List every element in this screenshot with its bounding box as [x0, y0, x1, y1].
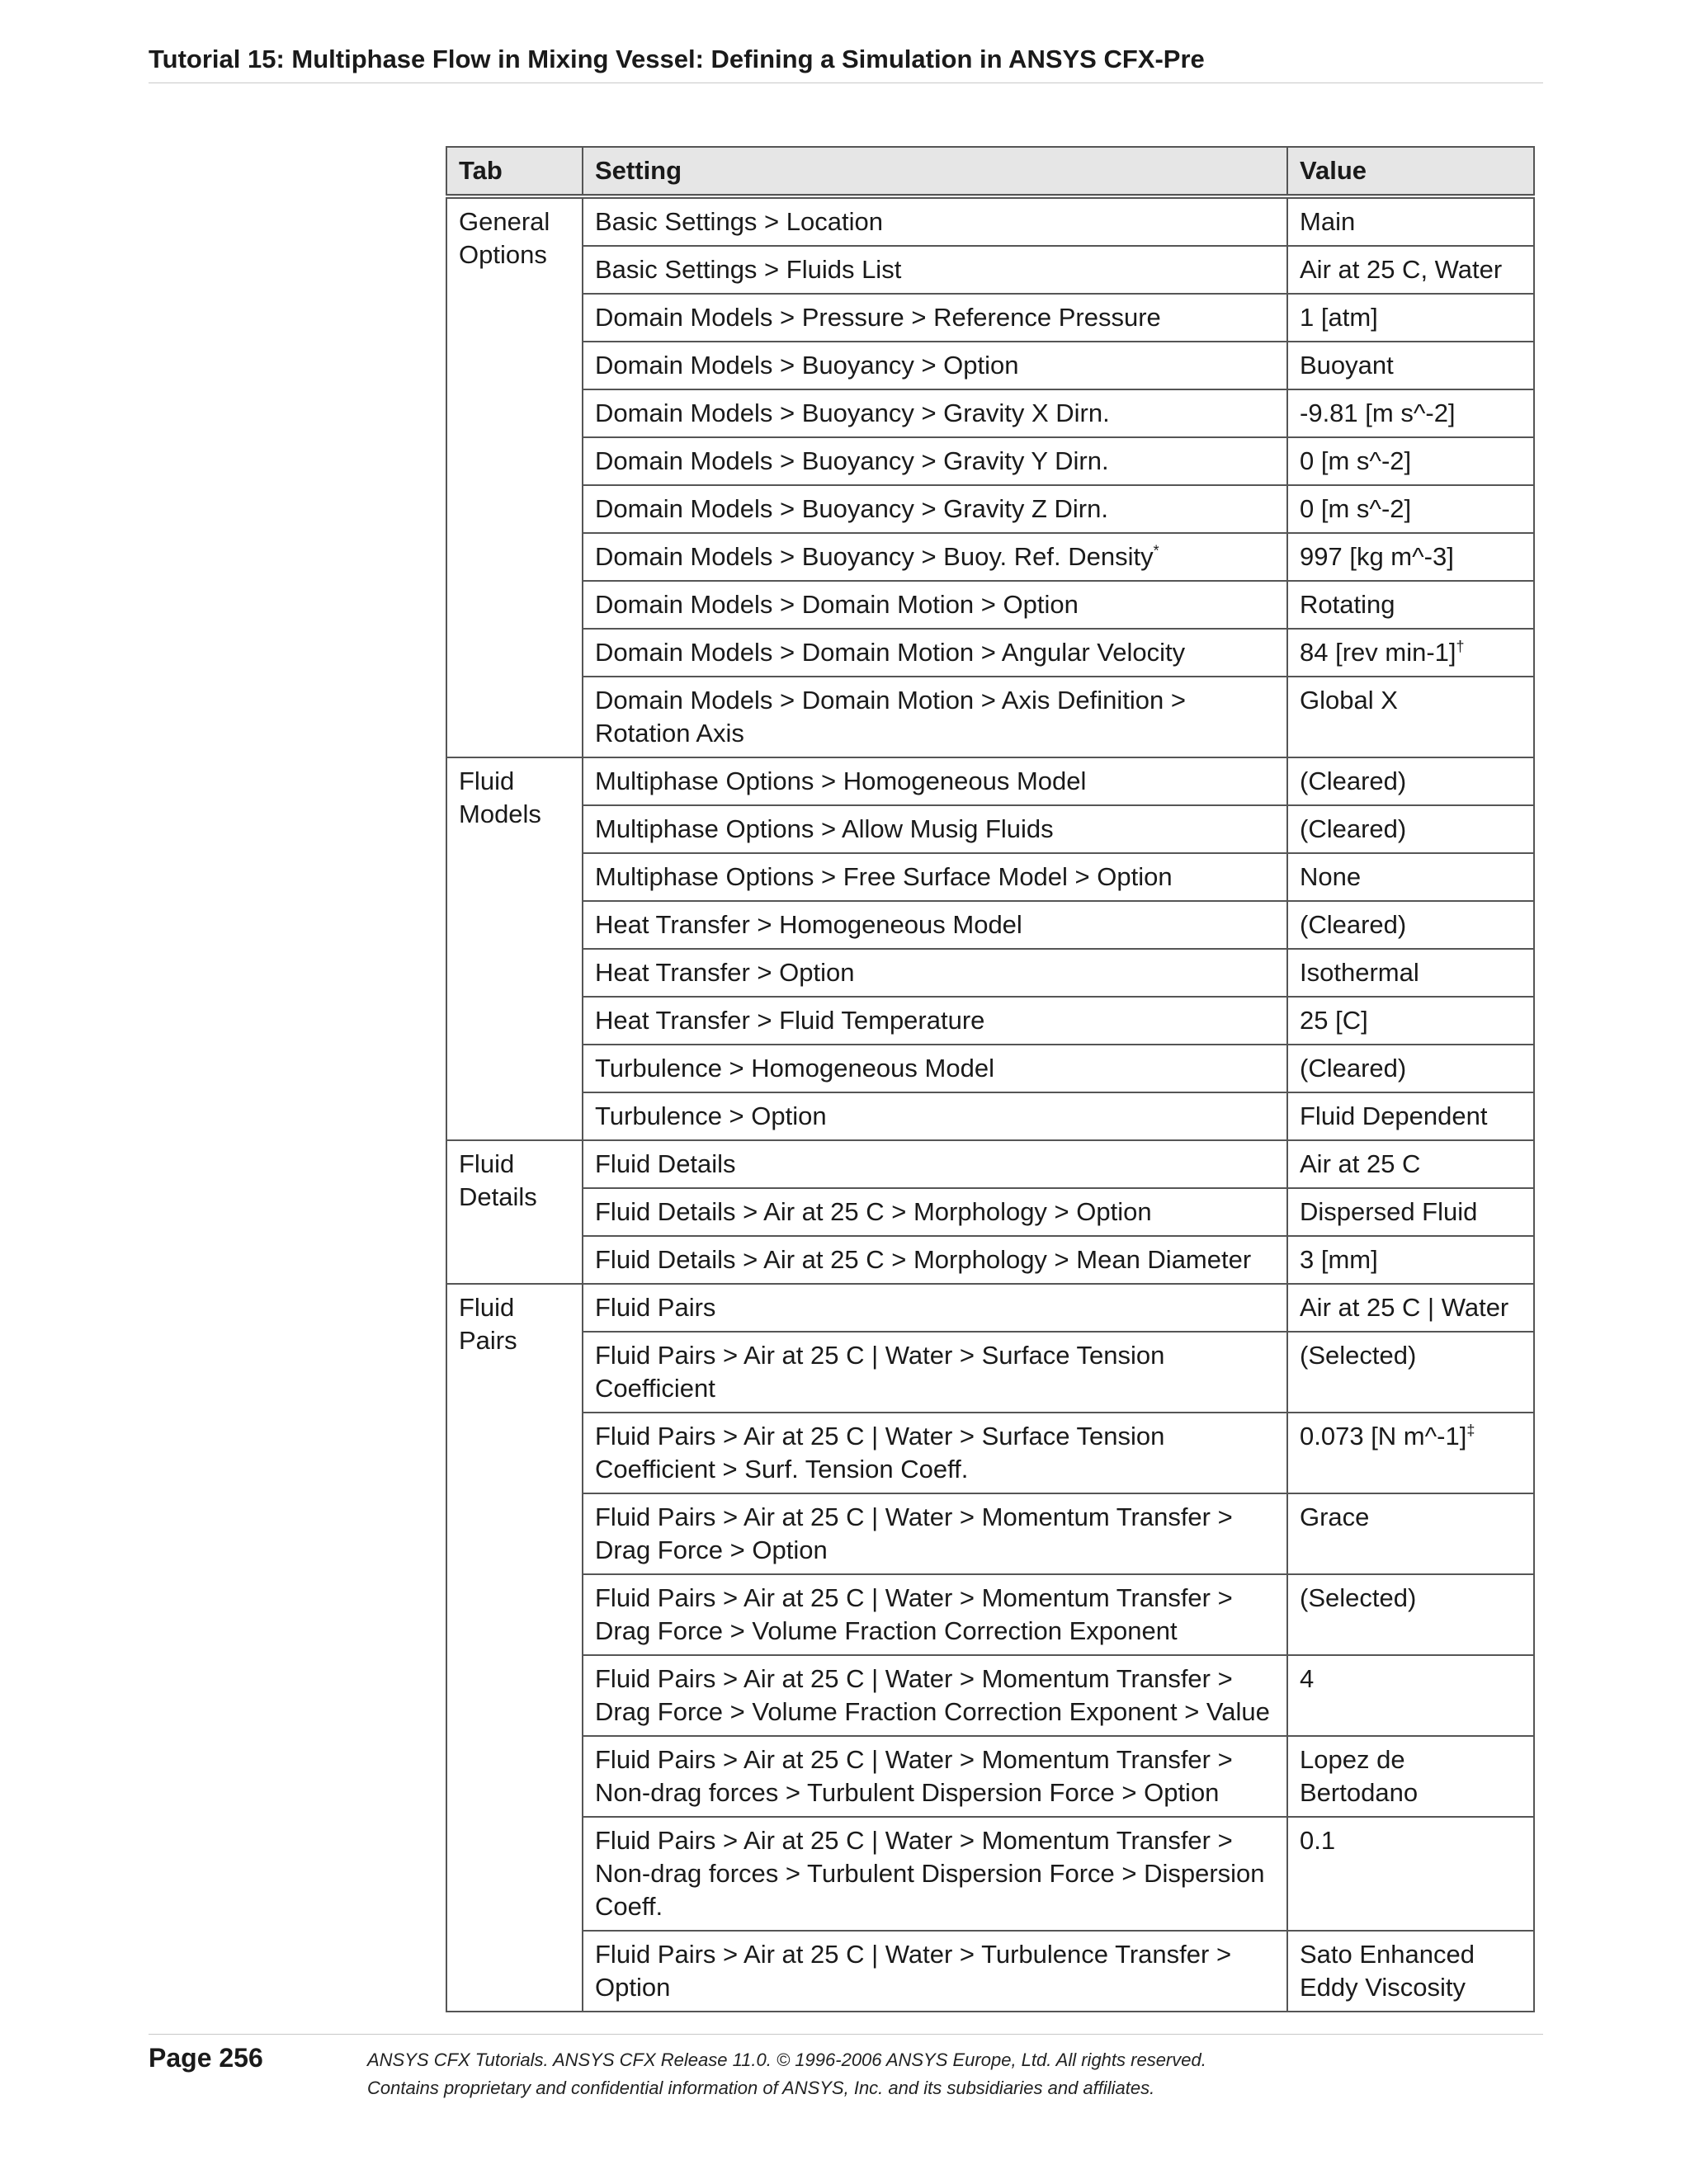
value-text: (Cleared) [1300, 814, 1407, 843]
setting-cell [583, 677, 1287, 757]
value-cell [1287, 246, 1534, 294]
setting-text: Multiphase Options > Homogeneous Model [595, 767, 1087, 795]
column-header-value: Value [1287, 147, 1534, 196]
value-text: Buoyant [1300, 351, 1394, 380]
value-text: 0 [m s^-2] [1300, 446, 1412, 475]
value-cell [1287, 997, 1534, 1045]
table-row [446, 757, 1534, 805]
value-text: (Cleared) [1300, 767, 1407, 795]
value-text: Air at 25 C, Water [1300, 255, 1503, 284]
setting-text: Fluid Pairs > Air at 25 C | Water > Momentum Transfer > Non-drag forces > Turbulent Dispersion Force > Dispersion Coeff. [595, 1826, 1265, 1921]
setting-text: Domain Models > Buoyancy > Buoy. Ref. Density [595, 542, 1154, 571]
setting-text: Fluid Details > Air at 25 C > Morphology > Option [595, 1197, 1152, 1226]
value-text: (Cleared) [1300, 1054, 1407, 1083]
value-text: 84 [rev min-1] [1300, 638, 1456, 667]
value-cell [1287, 901, 1534, 949]
table-header-row [446, 147, 1534, 196]
setting-cell [583, 1574, 1287, 1655]
setting-text: Domain Models > Domain Motion > Axis Definition > Rotation Axis [595, 686, 1186, 748]
value-cell [1287, 1413, 1534, 1493]
setting-cell [583, 1140, 1287, 1188]
value-cell [1287, 1493, 1534, 1574]
table-row [446, 1736, 1534, 1817]
table-row [446, 1655, 1534, 1736]
setting-cell [583, 757, 1287, 805]
value-text: Grace [1300, 1502, 1370, 1531]
table-row [446, 246, 1534, 294]
setting-text: Heat Transfer > Homogeneous Model [595, 910, 1022, 939]
table-body [446, 196, 1534, 2012]
setting-cell [583, 1736, 1287, 1817]
table-row [446, 629, 1534, 677]
setting-text: Heat Transfer > Option [595, 958, 855, 987]
tab-cell: Fluid Models [446, 757, 583, 1140]
value-text: None [1300, 862, 1362, 891]
setting-text: Fluid Pairs > Air at 25 C | Water > Momentum Transfer > Drag Force > Volume Fraction Correction Exponent > Value [595, 1664, 1270, 1726]
footnote-marker: † [1456, 638, 1465, 655]
value-text: Rotating [1300, 590, 1395, 619]
setting-text: Fluid Pairs > Air at 25 C | Water > Momentum Transfer > Drag Force > Volume Fraction Correction Exponent [595, 1583, 1233, 1645]
value-text: -9.81 [m s^-2] [1300, 399, 1456, 427]
value-text: Dispersed Fluid [1300, 1197, 1478, 1226]
value-text: 1 [atm] [1300, 303, 1378, 332]
setting-text: Multiphase Options > Free Surface Model > Option [595, 862, 1173, 891]
setting-text: Basic Settings > Location [595, 207, 883, 236]
value-cell [1287, 677, 1534, 757]
table-row [446, 294, 1534, 342]
footer-confidential: Contains proprietary and confidential information of ANSYS, Inc. and its subsidiaries and affiliates. [367, 2078, 1155, 2098]
value-cell [1287, 629, 1534, 677]
value-cell [1287, 1140, 1534, 1188]
setting-text: Turbulence > Homogeneous Model [595, 1054, 994, 1083]
value-cell [1287, 437, 1534, 485]
footer-copyright: ANSYS CFX Tutorials. ANSYS CFX Release 11.0. © 1996-2006 ANSYS Europe, Ltd. All rights reserved. [367, 2050, 1206, 2070]
tab-cell: Fluid Pairs [446, 1284, 583, 2012]
value-text: 4 [1300, 1664, 1315, 1693]
value-text: (Selected) [1300, 1341, 1417, 1370]
setting-text: Heat Transfer > Fluid Temperature [595, 1006, 985, 1035]
value-cell [1287, 196, 1534, 246]
value-cell [1287, 1188, 1534, 1236]
page-header: Tutorial 15: Multiphase Flow in Mixing Vessel: Defining a Simulation in ANSYS CFX-Pre [149, 43, 1543, 83]
value-text: 25 [C] [1300, 1006, 1368, 1035]
value-text: Isothermal [1300, 958, 1419, 987]
setting-text: Domain Models > Buoyancy > Gravity Z Dirn. [595, 494, 1108, 523]
value-cell [1287, 1931, 1534, 2012]
table-row [446, 437, 1534, 485]
value-cell [1287, 581, 1534, 629]
setting-cell [583, 1817, 1287, 1931]
setting-text: Domain Models > Domain Motion > Option [595, 590, 1079, 619]
setting-cell [583, 1931, 1287, 2012]
value-cell [1287, 853, 1534, 901]
value-text: Global X [1300, 686, 1398, 715]
page-number: Page 256 [149, 2043, 263, 2073]
table-row [446, 485, 1534, 533]
setting-text: Fluid Pairs [595, 1293, 716, 1322]
tab-cell: General Options [446, 196, 583, 757]
value-cell [1287, 1045, 1534, 1092]
setting-cell [583, 1188, 1287, 1236]
table-row [446, 389, 1534, 437]
setting-text: Multiphase Options > Allow Musig Fluids [595, 814, 1054, 843]
table-row [446, 1284, 1534, 1332]
setting-cell [583, 294, 1287, 342]
setting-text: Domain Models > Buoyancy > Gravity Y Dirn. [595, 446, 1109, 475]
value-text: Lopez de Bertodano [1300, 1745, 1419, 1807]
setting-text: Fluid Pairs > Air at 25 C | Water > Turbulence Transfer > Option [595, 1940, 1232, 2002]
table-row [446, 853, 1534, 901]
value-cell [1287, 533, 1534, 581]
setting-cell [583, 1493, 1287, 1574]
setting-cell [583, 1413, 1287, 1493]
value-text: Air at 25 C | Water [1300, 1293, 1509, 1322]
setting-cell [583, 389, 1287, 437]
setting-cell [583, 246, 1287, 294]
value-cell [1287, 1236, 1534, 1284]
value-text: 0.073 [N m^-1] [1300, 1422, 1467, 1450]
setting-cell [583, 1045, 1287, 1092]
table-row [446, 1188, 1534, 1236]
table-row [446, 949, 1534, 997]
value-cell [1287, 342, 1534, 389]
setting-cell [583, 629, 1287, 677]
value-text: (Selected) [1300, 1583, 1417, 1612]
setting-cell [583, 853, 1287, 901]
setting-text: Domain Models > Domain Motion > Angular Velocity [595, 638, 1186, 667]
footnote-marker: * [1153, 542, 1159, 559]
setting-text: Fluid Pairs > Air at 25 C | Water > Momentum Transfer > Non-drag forces > Turbulent Dispersion Force > Option [595, 1745, 1233, 1807]
table-row [446, 342, 1534, 389]
table-header [446, 147, 1534, 196]
value-text: 0.1 [1300, 1826, 1336, 1855]
value-cell [1287, 1817, 1534, 1931]
value-cell [1287, 294, 1534, 342]
value-cell [1287, 805, 1534, 853]
value-cell [1287, 1092, 1534, 1140]
setting-cell [583, 1655, 1287, 1736]
value-cell [1287, 949, 1534, 997]
setting-cell [583, 342, 1287, 389]
table-row [446, 1092, 1534, 1140]
setting-cell [583, 901, 1287, 949]
table-row [446, 997, 1534, 1045]
table-row [446, 1493, 1534, 1574]
value-text: Air at 25 C [1300, 1149, 1421, 1178]
value-text: 3 [mm] [1300, 1245, 1378, 1274]
footer-rule [149, 2034, 1543, 2035]
table-row [446, 1140, 1534, 1188]
footnote-marker: ‡ [1466, 1422, 1475, 1439]
setting-cell [583, 196, 1287, 246]
setting-text: Fluid Pairs > Air at 25 C | Water > Momentum Transfer > Drag Force > Option [595, 1502, 1233, 1564]
value-cell [1287, 485, 1534, 533]
value-text: 997 [kg m^-3] [1300, 542, 1454, 571]
table-row [446, 805, 1534, 853]
setting-cell [583, 949, 1287, 997]
setting-cell [583, 1332, 1287, 1413]
setting-cell [583, 805, 1287, 853]
table-row [446, 1045, 1534, 1092]
table-row [446, 677, 1534, 757]
table-row [446, 196, 1534, 246]
setting-text: Domain Models > Buoyancy > Gravity X Dirn. [595, 399, 1110, 427]
setting-cell [583, 997, 1287, 1045]
value-cell [1287, 757, 1534, 805]
column-header-tab: Tab [446, 147, 583, 196]
table-row [446, 1817, 1534, 1931]
value-cell [1287, 1655, 1534, 1736]
value-cell [1287, 1284, 1534, 1332]
table-row [446, 533, 1534, 581]
value-text: 0 [m s^-2] [1300, 494, 1412, 523]
setting-cell [583, 581, 1287, 629]
table-row [446, 581, 1534, 629]
setting-text: Fluid Details [595, 1149, 736, 1178]
setting-cell [583, 485, 1287, 533]
table-row [446, 1413, 1534, 1493]
value-text: (Cleared) [1300, 910, 1407, 939]
value-cell [1287, 1736, 1534, 1817]
value-text: Main [1300, 207, 1356, 236]
setting-text: Turbulence > Option [595, 1101, 827, 1130]
table-row [446, 1574, 1534, 1655]
value-text: Fluid Dependent [1300, 1101, 1488, 1130]
table-row [446, 1236, 1534, 1284]
setting-text: Fluid Details > Air at 25 C > Morphology > Mean Diameter [595, 1245, 1252, 1274]
settings-table [446, 146, 1535, 2012]
table-row [446, 901, 1534, 949]
value-cell [1287, 389, 1534, 437]
setting-text: Fluid Pairs > Air at 25 C | Water > Surface Tension Coefficient > Surf. Tension Coeff. [595, 1422, 1165, 1484]
setting-text: Fluid Pairs > Air at 25 C | Water > Surface Tension Coefficient [595, 1341, 1165, 1403]
setting-cell [583, 1092, 1287, 1140]
column-header-setting: Setting [583, 147, 1287, 196]
setting-text: Domain Models > Pressure > Reference Pressure [595, 303, 1161, 332]
value-text: Sato Enhanced Eddy Viscosity [1300, 1940, 1475, 2002]
value-cell [1287, 1574, 1534, 1655]
setting-text: Domain Models > Buoyancy > Option [595, 351, 1019, 380]
setting-cell [583, 1284, 1287, 1332]
value-cell [1287, 1332, 1534, 1413]
setting-cell [583, 437, 1287, 485]
setting-cell [583, 533, 1287, 581]
table-row [446, 1332, 1534, 1413]
setting-cell [583, 1236, 1287, 1284]
table-row [446, 1931, 1534, 2012]
setting-text: Basic Settings > Fluids List [595, 255, 902, 284]
tab-cell: Fluid Details [446, 1140, 583, 1284]
